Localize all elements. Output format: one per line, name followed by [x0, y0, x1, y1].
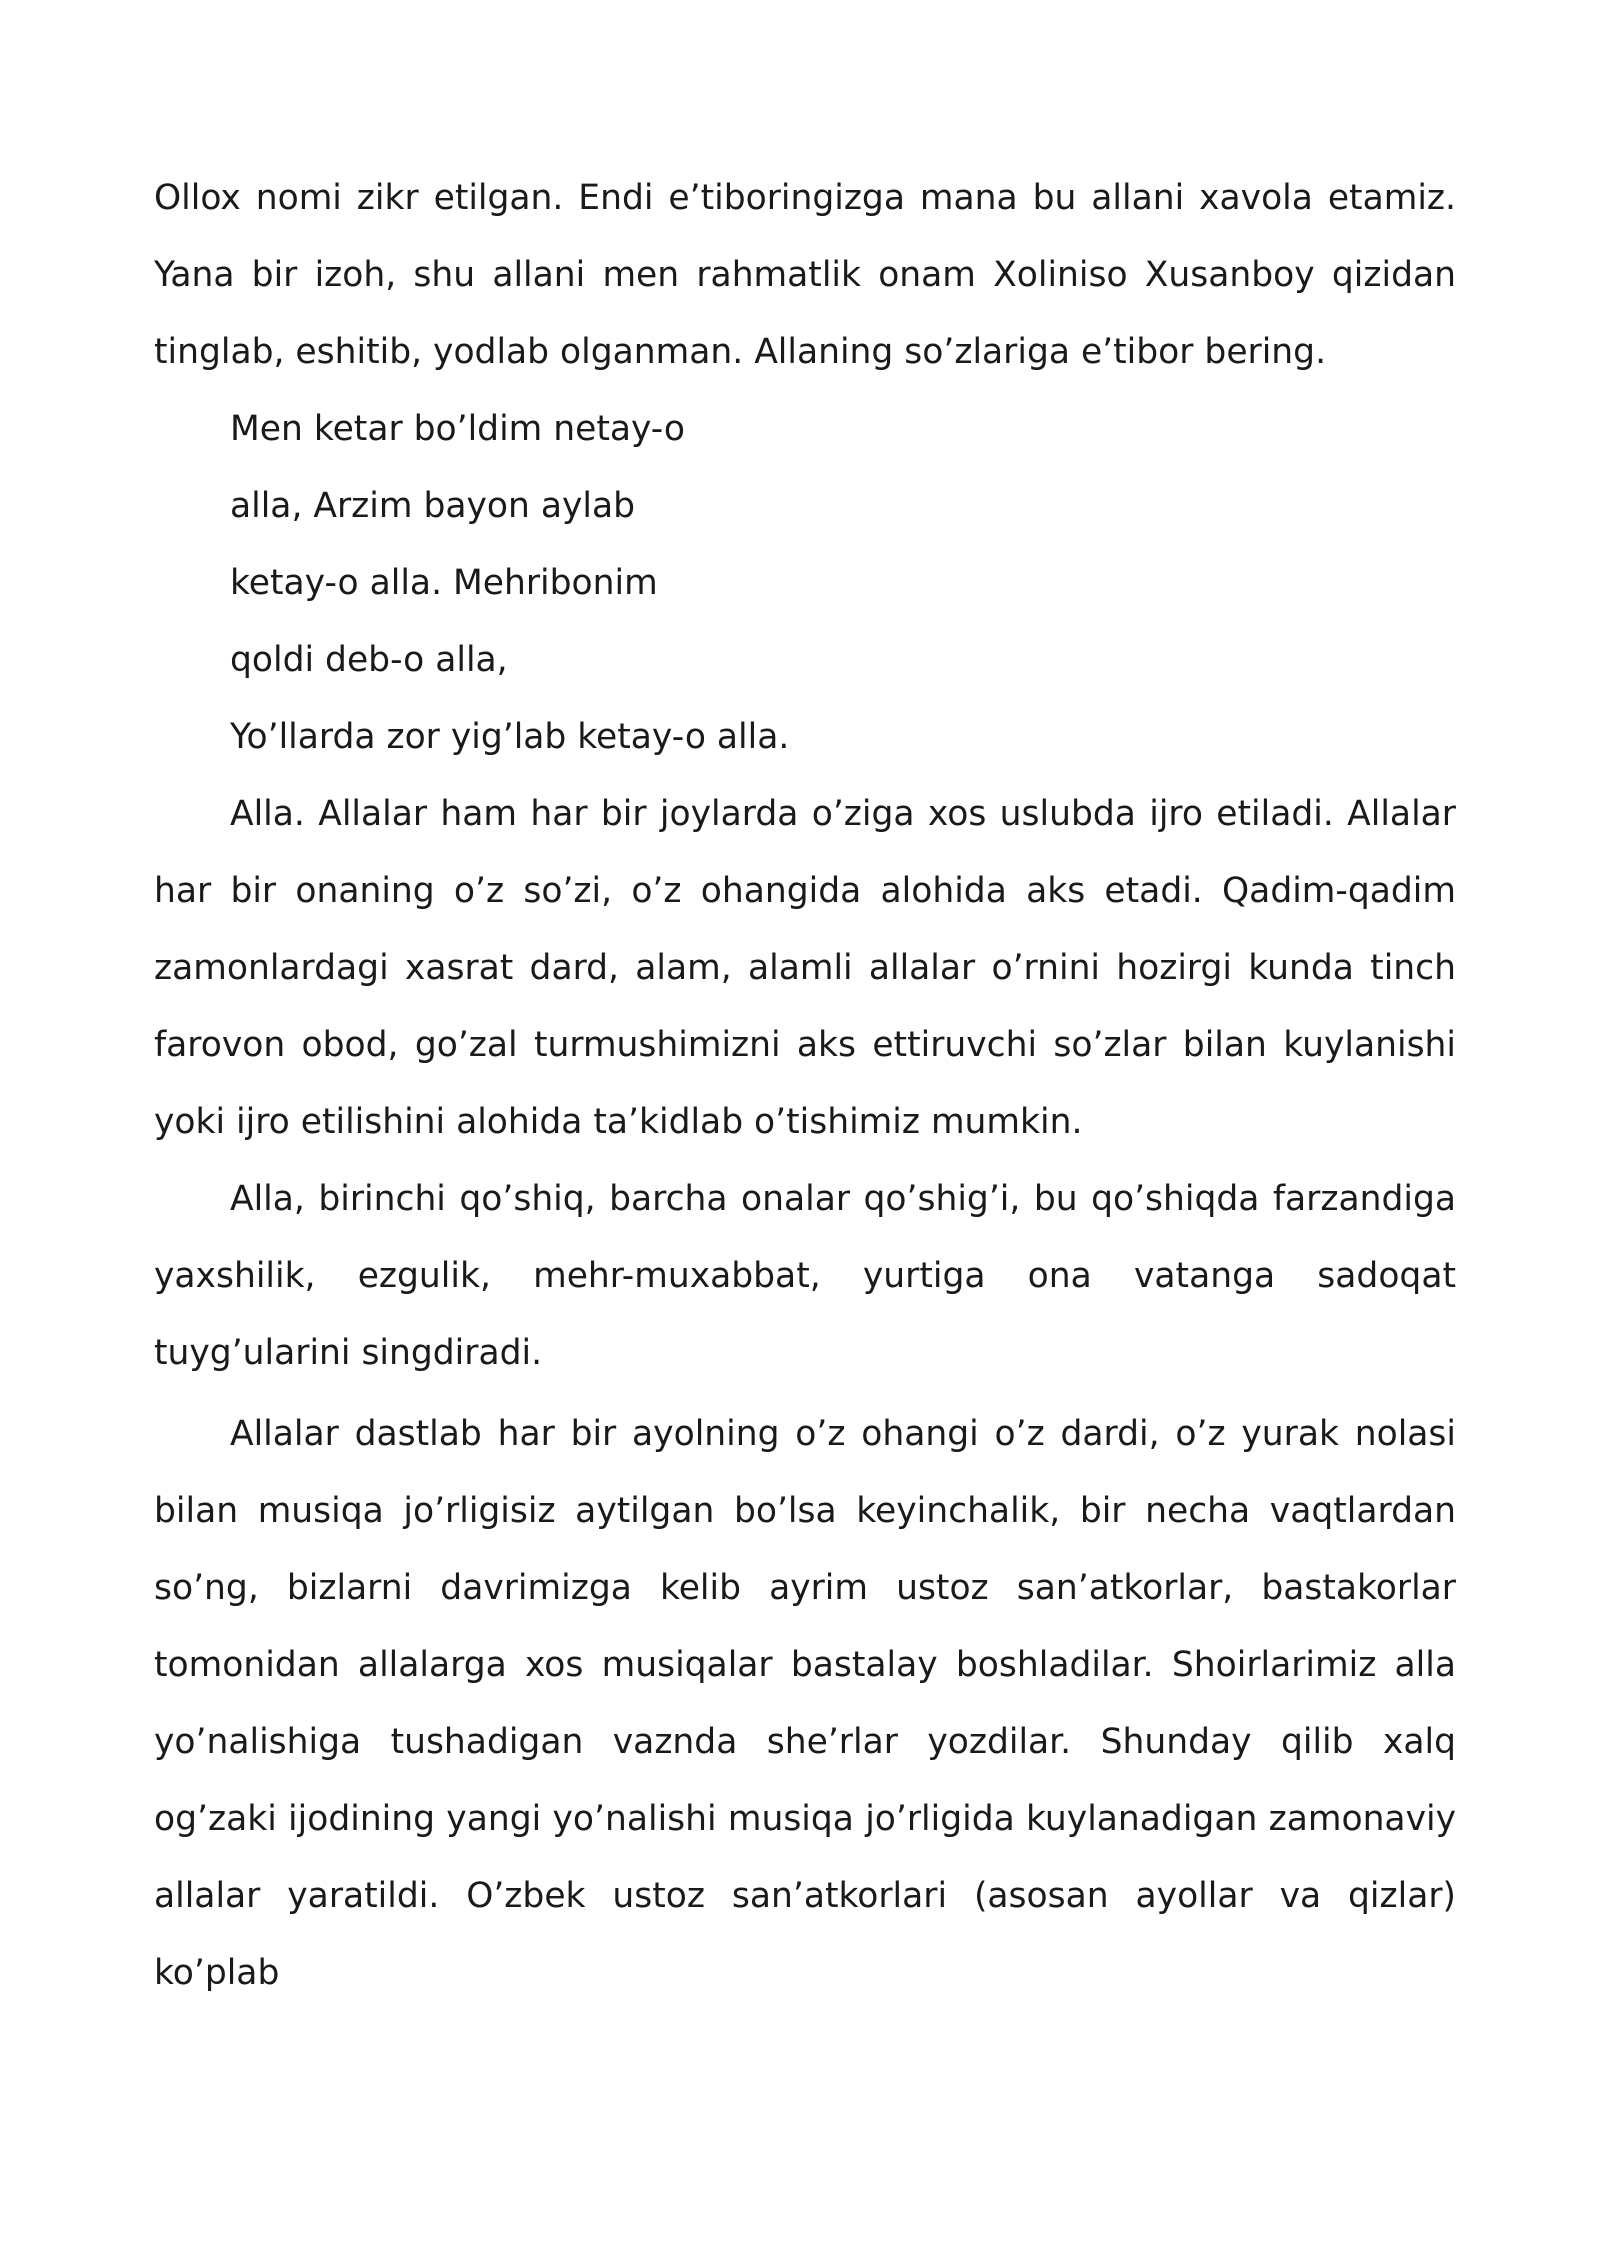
- verse-line: ketay-o alla. Mehribonim: [230, 563, 658, 603]
- paragraph-alla-styles: Alla. Allalar ham har bir joylarda o’ziga xos uslubda ijro etiladi. Allalar har bir onaning o’z so’zi, o’z ohangida alohida aks etadi. Qadim-qadim zamonlardagi xasrat dard, alam, alamli allalar o’rnini hozirgi kunda tinch farovon obod, go’zal turmushimizni aks ettiruvchi so’zlar bilan kuylanishi yoki ijro etilishini alohida ta’kidlab o’tishimiz mumkin.: [154, 794, 1456, 1142]
- lullaby-verse: [154, 391, 1456, 776]
- document-page: [154, 160, 1456, 2012]
- verse-line: Yo’llarda zor yig’lab ketay-o alla.: [230, 717, 790, 757]
- verse-line: Men ketar bo’ldim netay-o: [230, 409, 686, 449]
- verse-line: qoldi deb-o alla,: [230, 640, 508, 680]
- verse-line: alla, Arzim bayon aylab: [230, 486, 636, 526]
- paragraph-intro: Ollox nomi zikr etilgan. Endi e’tiboringizga mana bu allani xavola etamiz. Yana bir izoh, shu allani men rahmatlik onam Xoliniso Xusanboy qizidan tinglab, eshitib, yodlab olganman. Allaning so’zlariga e’tibor bering.: [154, 178, 1456, 372]
- paragraph-modern-allas: Allalar dastlab har bir ayolning o’z ohangi o’z dardi, o’z yurak nolasi bilan musiqa jo’rligisiz aytilgan bo’lsa keyinchalik, bir necha vaqtlardan so’ng, bizlarni davrimizga kelib ayrim ustoz san’atkorlar, bastakorlar tomonidan allalarga xos musiqalar bastalay boshladilar. Shoirlarimiz alla yo’nalishiga tushadigan vaznda she’rlar yozdilar. Shunday qilib xalq og’zaki ijodining yangi yo’nalishi musiqa jo’rligida kuylanadigan zamonaviy allalar yaratildi. O’zbek ustoz san’atkorlari (asosan ayollar va qizlar) ko’plab: [154, 1414, 1456, 1993]
- paragraph-first-song: Alla, birinchi qo’shiq, barcha onalar qo’shig’i, bu qo’shiqda farzandiga yaxshilik, ezgulik, mehr-muxabbat, yurtiga ona vatanga sadoqat tuyg’ularini singdiradi.: [154, 1179, 1456, 1373]
